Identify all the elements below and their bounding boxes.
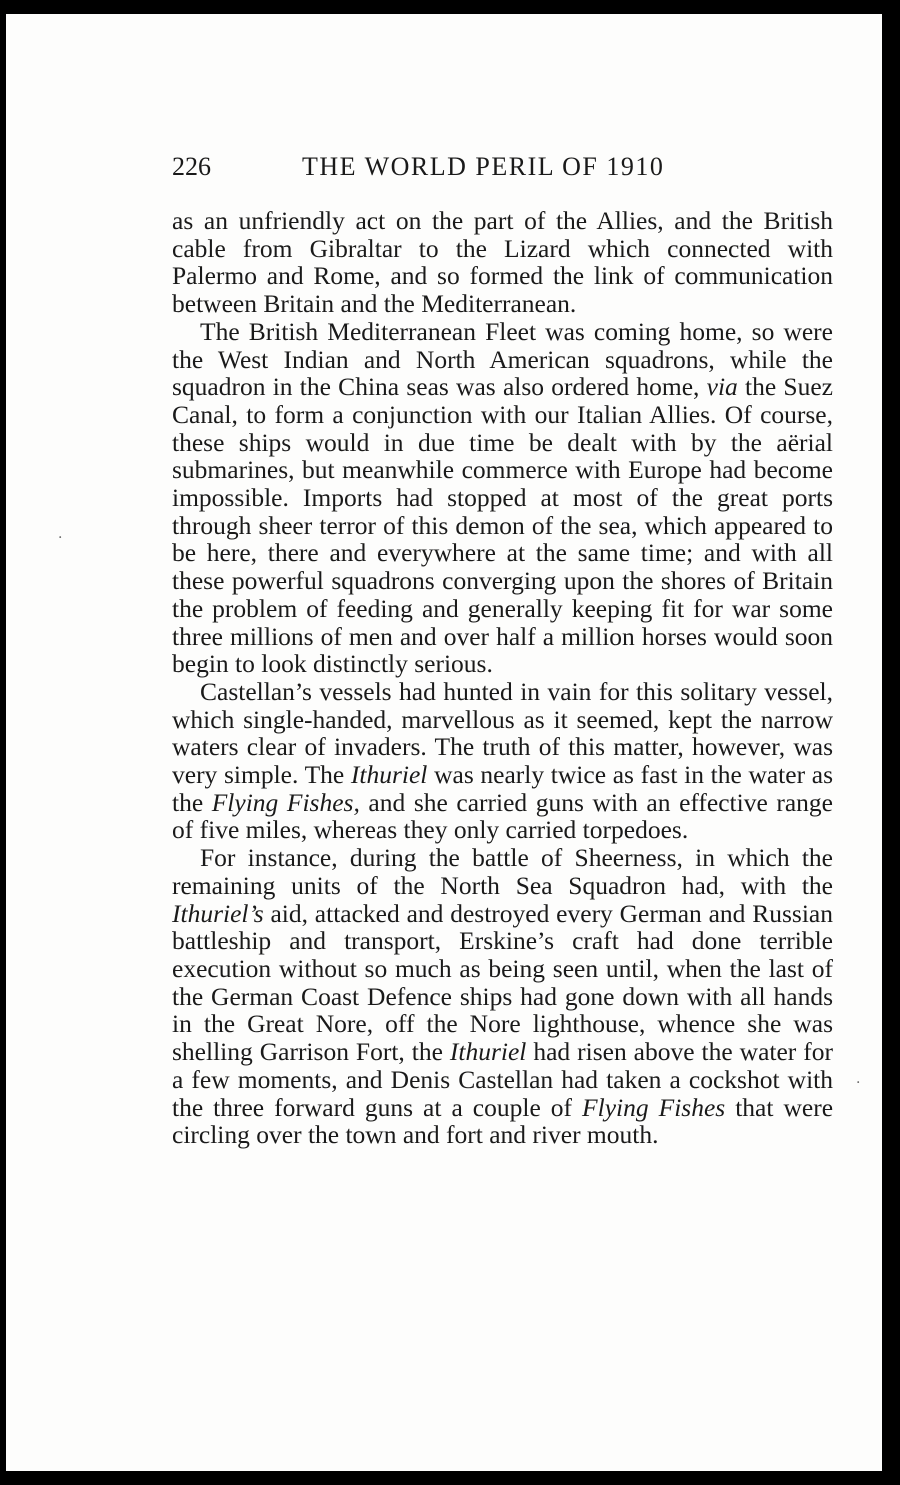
running-title: THE WORLD PERIL OF 1910 — [302, 152, 665, 181]
text-run: Castellan’s vessels had hunted in vain for this solitary vessel, which single-handed, marvellous as it seemed, kept the narrow waters clear of invaders. The truth of this matter, however, was very simple. The — [172, 676, 833, 790]
margin-speck: · — [58, 530, 63, 546]
text-run: was nearly twice as fast in the water as the — [172, 760, 833, 817]
text-run: For instance, during the battle of Sheerness, in which the remaining units of the North Sea Squadron had, with the — [172, 843, 833, 900]
body-text — [172, 207, 833, 1149]
italic-text-run: Flying Fishes, — [211, 787, 360, 817]
paragraph — [172, 318, 833, 678]
text-run: and she carried guns with an effective range of five miles, whereas they only carried torpedoes. — [172, 787, 833, 845]
italic-text-run: Ithuriel — [449, 1037, 527, 1067]
italic-text-run: Flying Fishes — [582, 1092, 726, 1122]
text-run: The British Mediterranean Fleet was coming home, so were the West Indian and North American squadrons, while the squadron in the China seas was also ordered home, — [172, 316, 833, 402]
paragraph — [172, 844, 833, 1149]
page-number: 226 — [172, 152, 211, 181]
margin-speck: · — [856, 1075, 861, 1091]
text-run: the Suez Canal, to form a conjunction with our Italian Allies. Of course, these ships would in due time be dealt with by the aërial submarines, but meanwhile commerce with Europe had become impossible. Imports had stopped at most of the great ports through sheer terror of this demon of the sea, which appeared to be here, there and everywhere at the same time; and with all these powerful squadrons converging upon the shores of Britain the problem of feeding and generally keeping fit for war some three millions of men and over half a million horses would soon begin to look distinctly serious. — [172, 372, 833, 679]
paragraph — [172, 678, 833, 844]
page-header — [172, 152, 832, 192]
italic-text-run: Ithuriel’s — [172, 898, 264, 928]
italic-text-run: via — [706, 372, 738, 402]
text-run: had risen above the water for a few moments, and Denis Castellan had taken a cockshot with the three forward guns at a couple of — [172, 1037, 833, 1122]
italic-text-run: Ithuriel — [350, 760, 428, 790]
text-run: aid, attacked and destroyed every German and Russian battleship and transport, Erskine’s craft had done terrible execution without so much as being seen until, when the last of the German Coast Defence ships had gone down with all hands in the Great Nore, off the Nore lighthouse, whence she was shelling Garrison Fort, the — [172, 898, 833, 1067]
text-run: as an unfriendly act on the part of the Allies, and the British cable from Gibraltar to the Lizard which connected with Palermo and Rome, and so formed the link of communication between Britain and the Mediterranean. — [172, 206, 833, 319]
paragraph — [172, 207, 833, 318]
text-run: that were circling over the town and fort and river mouth. — [172, 1092, 834, 1150]
